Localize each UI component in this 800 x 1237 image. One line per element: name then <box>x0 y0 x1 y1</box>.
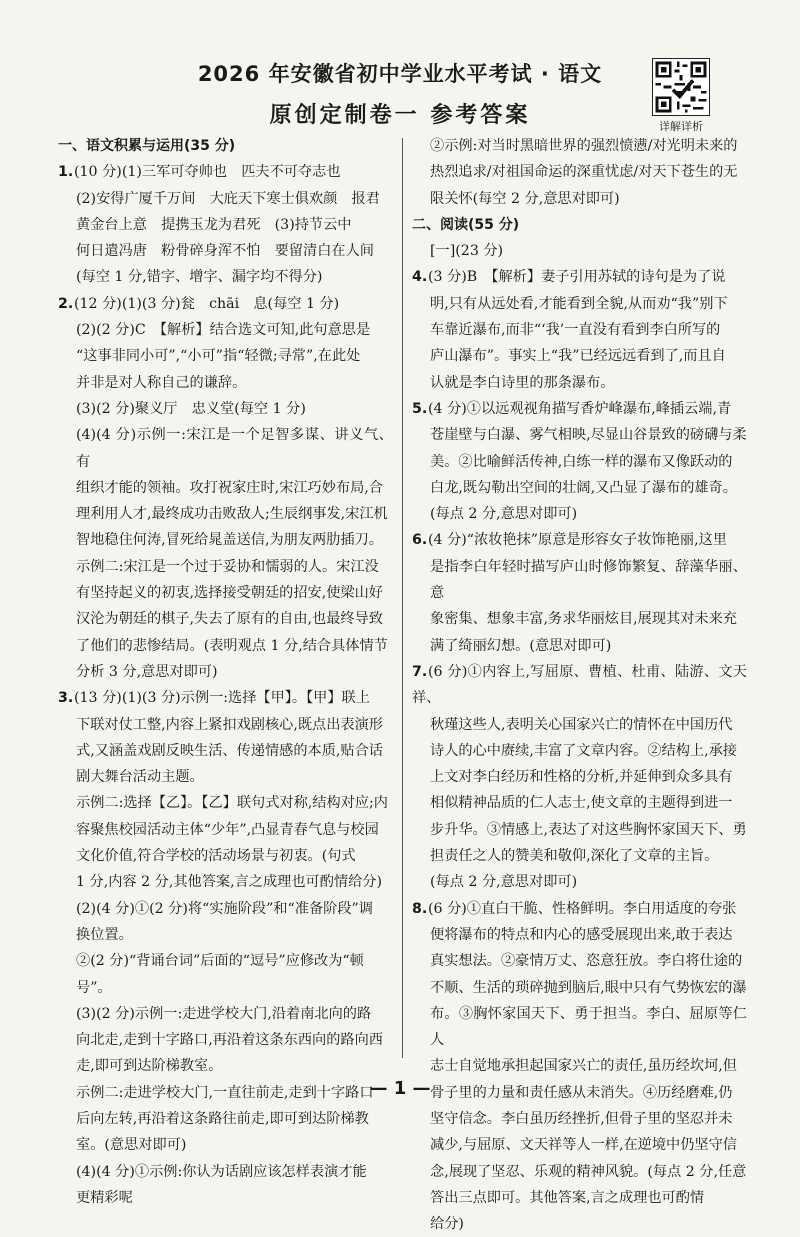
answer-line: 理利用人才,最终成功击败敌人;生辰纲事发,宋江机 <box>76 506 388 523</box>
answer-line: 并非是对人称自己的谦辞。 <box>76 374 247 391</box>
answer-line: 念,展现了坚忍、乐观的精神风貌。(每点 2 分,任意 <box>430 1163 747 1180</box>
answer-text: (4 分)“浓妆艳抹”原意是形容女子妆饰艳丽,这里 <box>428 532 727 549</box>
answer-line: 步升华。③情感上,表达了对这些胸怀家国天下、勇 <box>430 821 747 838</box>
answer-line: 答出三点即可。其他答案,言之成理也可酌情 <box>430 1189 705 1206</box>
question-number: 3. <box>58 690 74 707</box>
answer-line: 象密集、想象丰富,务求华丽炫目,展现其对未来充 <box>430 611 737 628</box>
answer-text: (12 分)(1)(3 分)瓮 chāi 息(每空 1 分) <box>74 295 340 312</box>
answer-line: (每空 1 分,错字、增字、漏字均不得分) <box>76 269 323 286</box>
answer-line: 上文对李白经历和性格的分析,并延伸到众多具有 <box>430 769 733 786</box>
answer-line: 汉沦为朝廷的棋子,失去了原有的自由,也最终导致 <box>76 611 383 628</box>
question-number: 6. <box>412 532 428 549</box>
answer-line: 示例二:选择【乙】。【乙】联句式对称,结构对应;内 <box>76 795 388 812</box>
answer-line: 满了绮丽幻想。(意思对即可) <box>430 637 612 654</box>
answer-line: 剧大舞台活动主题。 <box>76 769 204 786</box>
answer-line: 秋瑾这些人,表明关心国家兴亡的情怀在中国历代 <box>430 716 733 733</box>
answer-item <box>412 396 747 422</box>
answer-line: 有坚持起义的初衷,选择接受朝廷的招安,使梁山好 <box>76 585 383 602</box>
answer-line: 向北走,走到十字路口,再沿着这条东西向的路向西 <box>76 1032 383 1049</box>
answer-line: [一](23 分) <box>430 243 504 260</box>
answer-line: 下联对仗工整,内容上紧扣戏剧核心,既点出表演形 <box>76 716 383 733</box>
answer-line: 组织才能的领袖。攻打祝家庄时,宋江巧妙布局,合 <box>76 479 383 496</box>
answer-line: (3)(2 分)聚义厅 忠义堂(每空 1 分) <box>76 400 306 417</box>
answer-line: 限关怀(每空 2 分,意思对即可) <box>430 190 620 207</box>
answer-text: (13 分)(1)(3 分)示例一:选择【甲】。【甲】联上 <box>74 690 370 707</box>
answer-line: 号”。 <box>76 979 112 996</box>
answer-line: (每点 2 分,意思对即可) <box>430 874 578 891</box>
answer-line: 相似精神品质的仁人志士,使文章的主题得到进一 <box>430 795 733 812</box>
qr-caption: 详解详析 <box>659 120 703 133</box>
answer-line: 分析 3 分,意思对即可) <box>76 663 218 680</box>
answer-line: 诗人的心中赓续,丰富了文章内容。②结构上,承接 <box>430 742 737 759</box>
answer-line: 示例二:走进学校大门,一直往前走,走到十字路口 <box>76 1084 374 1101</box>
answer-line: 减少,与屈原、文天祥等人一样,在逆境中仍坚守信 <box>430 1137 737 1154</box>
answer-text: (6 分)①直白干脆、性格鲜明。李白用适度的夸张 <box>428 900 737 917</box>
answer-line: 是指李白年轻时描写庐山时修饰繁复、辞藻华丽、意 <box>430 558 747 602</box>
answer-line: 文化价值,符合学校的活动场景与初衷。(句式 <box>76 848 356 865</box>
answer-line: 布。③胸怀家国天下、勇于担当。李白、屈原等仁人 <box>430 1005 747 1049</box>
answer-line: 志士自觉地承担起国家兴亡的责任,虽历经坎坷,但 <box>430 1058 737 1075</box>
column-divider <box>402 138 403 1058</box>
answer-line: “这事非同小可”,“小可”指“轻微;寻常”,在此处 <box>76 348 361 365</box>
answer-line: 明,只有从远处看,才能看到全貌,从而劝“我”别下 <box>430 295 728 312</box>
answer-line: ②示例:对当时黑暗世界的强烈愤懑/对光明未来的 <box>430 138 738 154</box>
answer-line: 黄金台上意 提携玉龙为君死 (3)持节云中 <box>76 216 352 233</box>
answer-line: (2)安得广厦千万间 大庇天下寒士俱欢颜 报君 <box>76 190 380 207</box>
section-heading: 二、阅读(55 分) <box>412 216 520 233</box>
answer-line: 车靠近瀑布,而非“‘我’一直没有看到李白所写的 <box>430 322 721 339</box>
answer-line: 后向左转,再沿着这条路往前走,即可到达阶梯教 <box>76 1110 369 1127</box>
answer-line: 走,即可到达阶梯教室。 <box>76 1058 223 1075</box>
answer-item <box>412 896 747 922</box>
question-number: 8. <box>412 900 428 917</box>
left-column <box>58 133 393 1206</box>
answer-line: 容聚焦校园活动主体“少年”,凸显青春气息与校园 <box>76 821 379 838</box>
answer-line: 了他们的悲惨结局。(表明观点 1 分,结合具体情节 <box>76 637 388 654</box>
answer-line: (4)(4 分)①示例:你认为话剧应该怎样表演才能 <box>76 1163 367 1180</box>
answer-text: (6 分)①内容上,写屈原、曹植、杜甫、陆游、文天祥、 <box>412 663 747 707</box>
answer-line: 苍崖壁与白瀑、雾气相映,尽显山谷景致的磅礴与柔 <box>430 427 747 444</box>
answer-line: 室。(意思对即可) <box>76 1137 187 1154</box>
answer-line: 便将瀑布的特点和内心的感受展现出来,敢于表达 <box>430 926 733 943</box>
question-number: 7. <box>412 663 428 680</box>
answer-subtitle: 原创定制卷一 参考答案 <box>269 103 531 128</box>
answer-line: 何日遣冯唐 粉骨碎身浑不怕 要留清白在人间 <box>76 243 374 260</box>
question-number: 5. <box>412 400 428 417</box>
answer-line: (每点 2 分,意思对即可) <box>430 506 578 523</box>
answer-line: 热烈追求/对祖国命运的深重忧虑/对天下苍生的无 <box>430 164 738 181</box>
question-number: 1. <box>58 164 74 181</box>
answer-line: ②(2 分)“背诵台词”后面的“逗号”应修改为“顿 <box>76 953 364 970</box>
answer-text: (3 分)B 【解析】妻子引用苏轼的诗句是为了说 <box>428 269 726 286</box>
answer-line: 更精彩呢 <box>76 1189 133 1206</box>
answer-line: (4)(4 分)示例一:宋江是一个足智多谋、讲义气、有 <box>76 427 393 470</box>
answer-item <box>58 291 393 317</box>
answer-line: 担责任之人的赞美和敬仰,深化了文章的主旨。 <box>430 848 719 865</box>
answer-line: 给分) <box>430 1216 464 1233</box>
answer-text: (10 分)(1)三军可夺帅也 匹夫不可夺志也 <box>74 164 341 181</box>
exam-title: 2026 年安徽省初中学业水平考试 · 语文 <box>197 62 603 86</box>
answer-line: (3)(2 分)示例一:走进学校大门,沿着南北向的路 <box>76 1005 372 1022</box>
qr-code-icon[interactable] <box>652 58 710 116</box>
question-number: 4. <box>412 269 428 286</box>
answer-text: (4 分)①以远观视角描写香炉峰瀑布,峰插云端,青 <box>428 400 732 417</box>
answer-line: (2)(2 分)C 【解析】结合选文可知,此句意思是 <box>76 322 371 339</box>
answer-line: 认就是李白诗里的那条瀑布。 <box>430 374 615 391</box>
answer-line: 坚守信念。李白虽历经挫折,但骨子里的坚忍并未 <box>430 1110 733 1127</box>
question-number: 2. <box>58 295 74 312</box>
answer-line: 换位置。 <box>76 926 133 943</box>
answer-item <box>412 659 747 712</box>
answer-line: 式,又涵盖戏剧反映生活、传递情感的本质,贴合话 <box>76 742 383 759</box>
answer-line: 示例二:宋江是一个过于妥协和懦弱的人。宋江没 <box>76 558 379 575</box>
answer-item <box>58 159 393 185</box>
answer-line: 美。②比喻鲜活传神,白练一样的瀑布又像跃动的 <box>430 453 733 470</box>
answer-line: 不顺、生活的琐碎抛到脑后,眼中只有气势恢宏的瀑 <box>430 979 747 996</box>
answer-line: (2)(4 分)①(2 分)将“实施阶段”和“准备阶段”调 <box>76 900 373 917</box>
answer-line: 骨子里的力量和责任感从未消失。④历经磨难,仍 <box>430 1084 733 1101</box>
answer-item <box>412 264 747 290</box>
right-column <box>412 133 747 1233</box>
answer-line: 庐山瀑布”。事实上“我”已经远远看到了,而且自 <box>430 348 726 365</box>
answer-item <box>412 527 747 553</box>
answer-line: 白龙,既勾勒出空间的壮阔,又凸显了瀑布的雄奇。 <box>430 479 737 496</box>
answer-item <box>58 685 393 711</box>
page-number: — 1 — <box>369 1078 431 1099</box>
answer-line: 1 分,内容 2 分,其他答案,言之成理也可酌情给分) <box>76 874 383 891</box>
answer-line: 真实想法。②豪情万丈、恣意狂放。李白将仕途的 <box>430 953 743 970</box>
answer-line: 智地稳住何涛,冒死给晁盖送信,为朋友两肋插刀。 <box>76 532 383 549</box>
section-heading: 一、语文积累与运用(35 分) <box>58 138 236 154</box>
